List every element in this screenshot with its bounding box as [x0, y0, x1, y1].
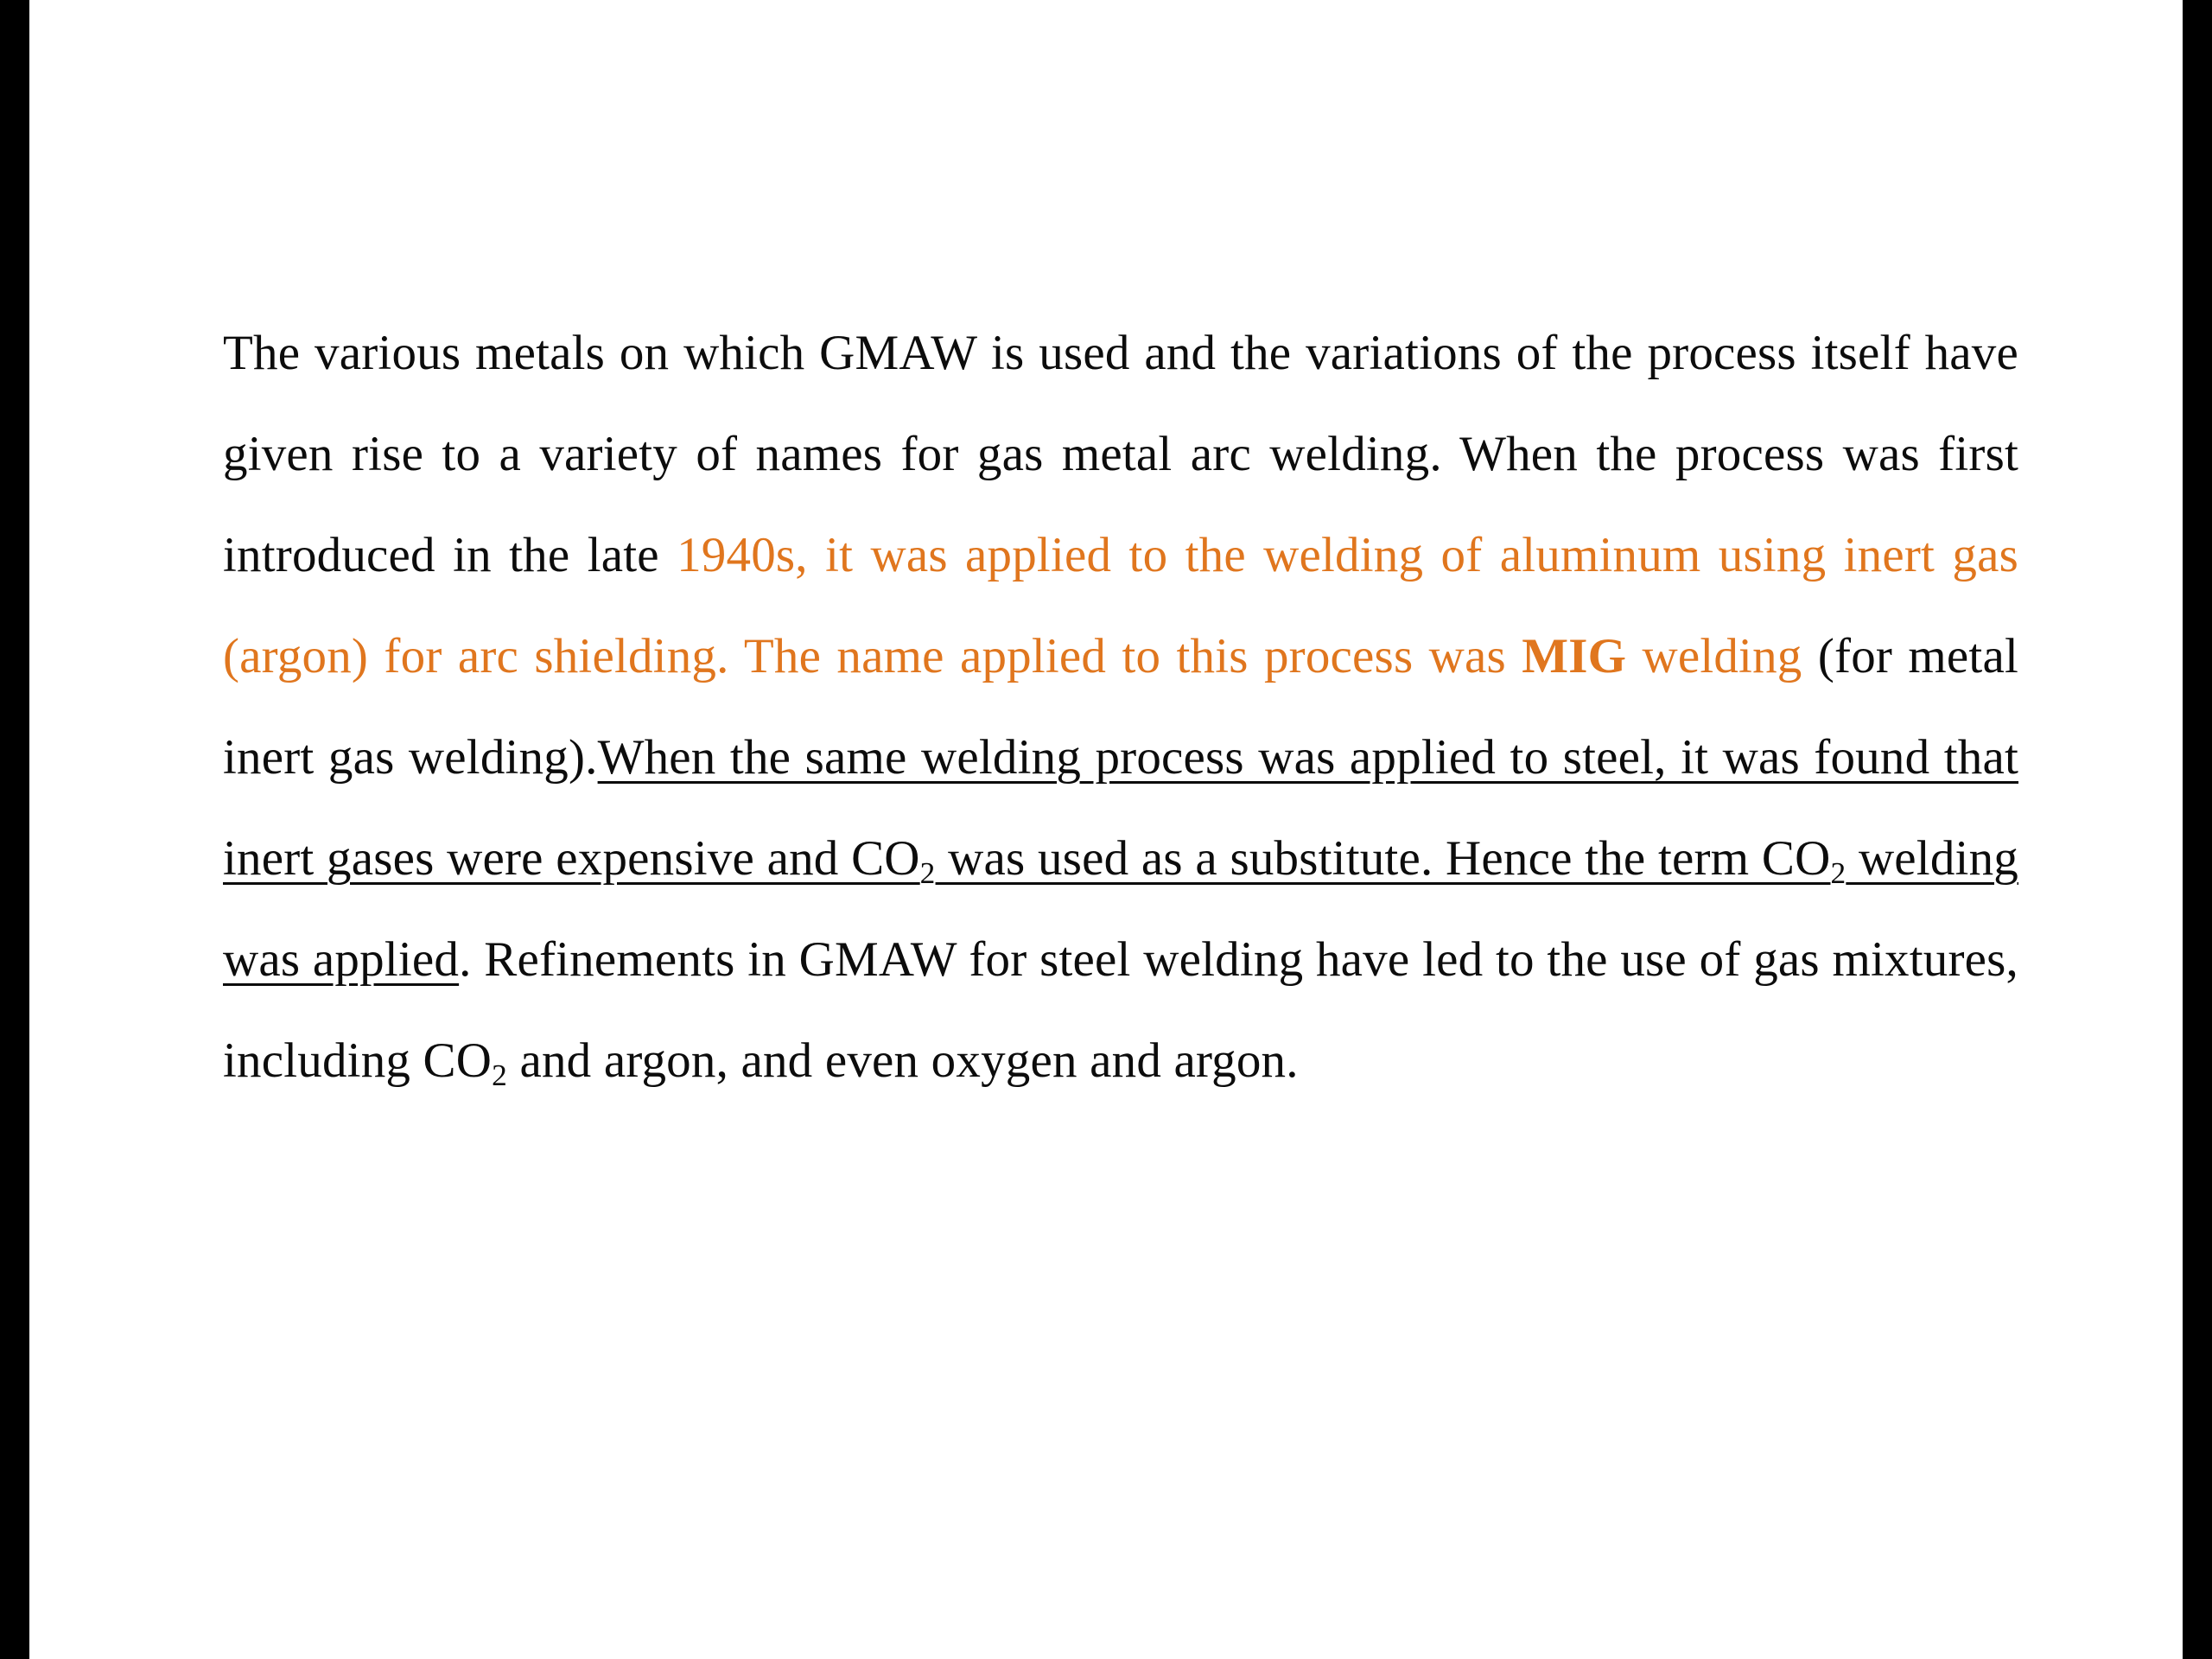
- text-segment: was used as a substitute. Hence the term CO: [935, 831, 1831, 886]
- text-segment: (for metal inert gas welding).: [223, 629, 2019, 785]
- subscript-2: 2: [919, 855, 936, 890]
- subscript-2: 2: [1830, 855, 1847, 890]
- text-segment-mig-bold: MIG: [1522, 629, 1627, 683]
- text-segment: The various metals on which GMAW is used and the variations of the process itself have given rise to a variety of names for gas metal arc welding. When the process was first introduced in the late: [223, 326, 2018, 582]
- right-edge-bar: [2183, 0, 2212, 1659]
- text-segment-orange: welding: [1626, 629, 1818, 683]
- text-segment-orange: 1940s, it was applied to the welding of aluminum using inert gas (argon) for arc shielding. The name applied to this process was: [223, 528, 2018, 683]
- text-segment: and argon, and even oxygen and argon.: [507, 1033, 1299, 1088]
- text-segment: When the same welding process was applied to steel, it was found that inert gases were expensive and CO: [223, 730, 2018, 886]
- left-edge-bar: [0, 0, 29, 1659]
- text-segment: welding was applied: [223, 831, 2018, 987]
- text-segment: . Refinements in GMAW for steel welding have led to the use of gas mixtures, including CO: [223, 932, 2018, 1088]
- subscript-2: 2: [492, 1058, 508, 1092]
- paragraph: [223, 302, 2018, 1111]
